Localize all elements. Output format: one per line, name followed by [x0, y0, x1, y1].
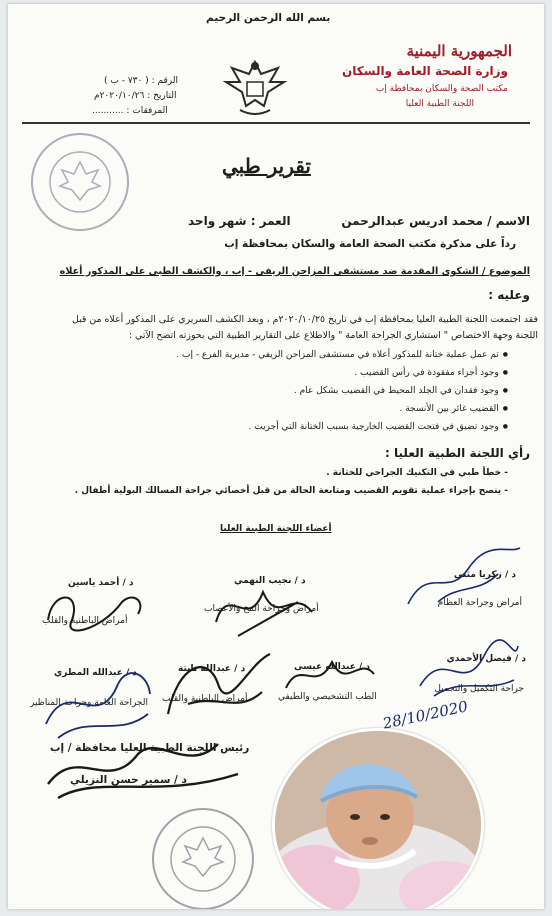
finding-item: ● وجود فقدان في الجلد المحيط في القضيب بشكل عام .	[294, 386, 508, 396]
report-date: التاريخ : ٢٠٢٠/١٠/٢٦م	[94, 91, 177, 101]
medical-report-document	[8, 4, 544, 909]
paragraph-line-2: اللجنة وجهة الاختصاص " استشاري الجراحة العامة " والاطلاع على التقارير الطبية التي بحوزته اتضح الآتي :	[128, 330, 538, 341]
member-role: الجراحة العامة وجراحة المناظير	[30, 698, 148, 708]
chair-name: د / سمير حسن النزيلي	[70, 774, 187, 786]
committee-stamp-icon	[148, 804, 258, 909]
header-divider	[22, 122, 530, 124]
member-role: أمراض وجراحة العظام	[437, 598, 522, 608]
signature-icon	[158, 644, 278, 724]
signature-icon	[280, 644, 380, 704]
subject-line: الموضوع / الشكوى المقدمة ضد مستشفى المزاحن الريفي - إب ، والكشف الطبي على المذكور أعلاه	[59, 266, 530, 277]
committee-heading: اللجنة الطبية العليا	[405, 99, 474, 109]
signature-icon	[414, 636, 524, 702]
reference-number: الرقم : ( ٧٣٠ - ب )	[104, 76, 178, 86]
members-heading: أعضاء اللجنة الطبية العليا	[220, 524, 332, 534]
signature-icon	[208, 572, 318, 642]
office-heading: مكتب الصحة والسكان بمحافظة إب	[375, 84, 508, 94]
member-role: جراحة التكميل والتجميل	[434, 684, 524, 694]
office-stamp-icon	[28, 130, 132, 234]
baby-photo	[272, 728, 484, 909]
finding-item: ● تم عمل عملية ختانة للمذكور أعلاه في مستشفى المزاحن الريفي - مديرية الفرع - إب .	[176, 350, 508, 360]
wa-alayh: وعليه :	[488, 288, 530, 302]
patient-name: الاسم / محمد ادريس عبدالرحمن	[341, 214, 530, 228]
member-name: د / عبدالله عيسى	[294, 662, 371, 672]
handwritten-date: 28/10/2020	[381, 697, 470, 733]
ministry-heading: وزارة الصحة العامة والسكان	[342, 64, 508, 78]
report-title: تقرير طبي	[222, 154, 311, 178]
finding-item: ● القضيب غائر بين الأنسجة .	[399, 404, 508, 414]
member-name: د / نجيب النهمي	[234, 576, 306, 586]
member-name: د / أحمد ياسين	[68, 578, 134, 588]
finding-item: ● وجود أجزاء مفقودة في رأس القضيب .	[354, 368, 508, 378]
signature-icon	[42, 580, 152, 640]
opinion-heading: رأي اللجنة الطبية العليا :	[385, 446, 530, 460]
republic-heading: الجمهورية اليمنية	[406, 42, 512, 60]
patient-age: العمر : شهر واحد	[188, 214, 291, 228]
eagle-emblem-icon	[220, 56, 290, 118]
member-name: د / عبدالله المطري	[54, 668, 138, 678]
member-role: الطب التشخيصي والطيفي	[278, 692, 377, 702]
basmala: بسم الله الرحمن الرحيم	[206, 12, 331, 24]
signature-icon	[398, 544, 528, 614]
paragraph-line-1: فقد اجتمعت اللجنة الطبية العليا بمحافظة إب في تاريخ ٢٠٢٠/١٠/٢٥م ، وبعد الكشف السريري على المذكور أعلاه من قبل	[71, 314, 538, 325]
chair-signature-icon	[38, 724, 248, 804]
member-name: د / فيصل الأحمدي	[446, 654, 526, 664]
opinion-item: - ينصح بإجراء عملية تقويم القضيب ومتابعة الحالة من قبل أخصائي جراحة المسالك البولية أطفال .	[75, 486, 508, 496]
member-name: د / عبدالله نابتة	[178, 664, 246, 674]
member-role: أمراض الباطنية والقلب	[162, 694, 248, 704]
member-role: أمراض وجراحة المخ والأعصاب	[204, 604, 319, 614]
finding-item: ● وجود تضيق في فتحت القضيب الخارجية بسبب الختانة التي أجريت .	[249, 422, 508, 432]
member-name: د / زكريا مثنى	[453, 570, 516, 580]
baby-photo-icon	[275, 731, 481, 909]
reply-line: رداً على مذكرة مكتب الصحة العامة والسكان بمحافظة إب	[224, 238, 516, 250]
opinion-item: - خطأ طبي في التكنيك الجراحي للختانة .	[326, 468, 508, 478]
chair-title: رئيس اللجنة الطبية العليا محافظة / إب	[50, 742, 250, 754]
attachments-label: المرفقات : ...........	[92, 106, 168, 116]
member-role: أمراض الباطنية والقلب	[42, 616, 128, 626]
